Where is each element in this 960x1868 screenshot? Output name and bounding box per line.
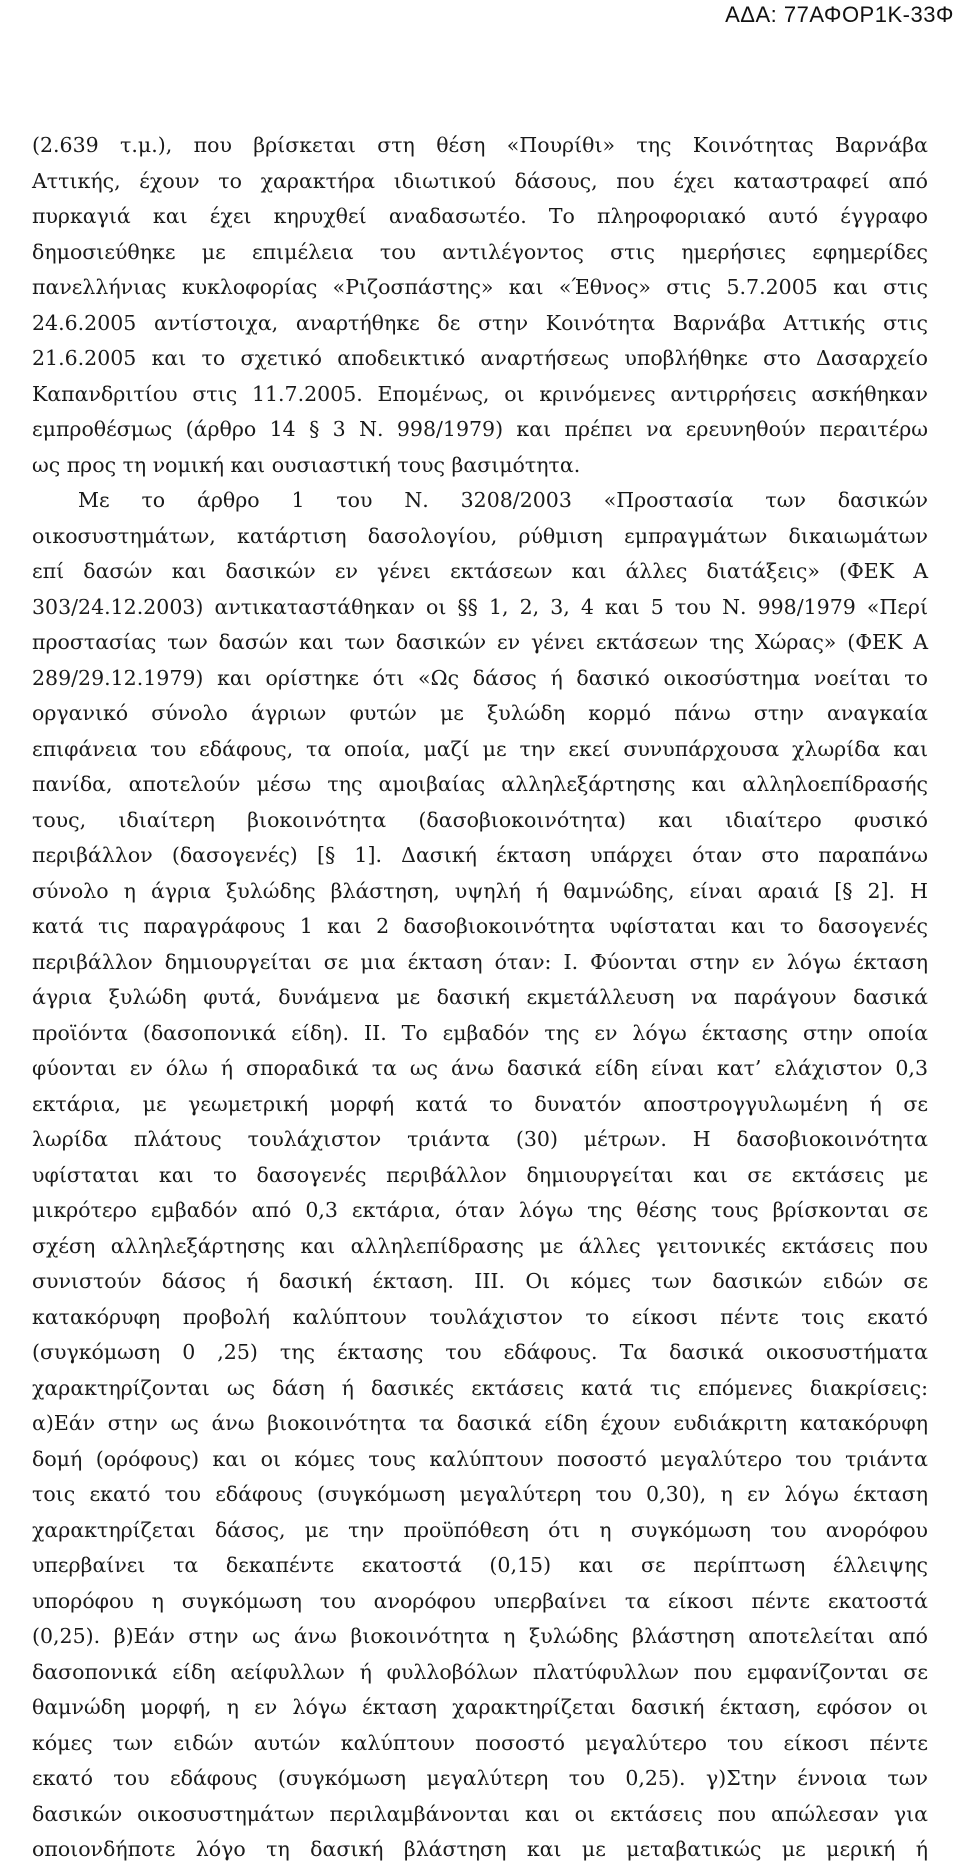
text-line: 24.6.2005 αντίστοιχα, αναρτήθηκε δε στην Κοινότητα Βαρνάβα Αττικής στις	[32, 310, 928, 335]
paragraph-2	[32, 483, 928, 1868]
text-line: σύνολο η άγρια ξυλώδης βλάστηση, υψηλή ή θαμνώδης, είναι αραιά [§ 2]. Η	[32, 878, 928, 903]
text-line: άγρια ξυλώδη φυτά, δυνάμενα με δασική εκμετάλλευση να παράγουν δασικά	[32, 985, 928, 1009]
text-line: πανελλήνιας κυκλοφορίας «Ριζοσπάστης» και «Έθνος» στις 5.7.2005 και στις	[32, 275, 928, 299]
text-line: (2.639 τ.μ.), που βρίσκεται στη θέση «Πουρίθι» της Κοινότητας Βαρνάβα	[32, 133, 928, 157]
text-line: προϊόντα (δασοπονικά είδη). ΙΙ. Το εμβαδόν της εν λόγω έκτασης στην οποία	[32, 1020, 928, 1045]
text-line: κόμες των ειδών αυτών καλύπτουν ποσοστό μεγαλύτερο του είκοσι πέντε	[32, 1730, 928, 1755]
text-line: περιβάλλον (δασογενές) [§ 1]. Δασική έκταση υπάρχει όταν στο παραπάνω	[32, 843, 928, 867]
text-line: προστασίας των δασών και των δασικών εν γένει εκτάσεων της Χώρας» (ΦΕΚ Α	[32, 630, 928, 654]
text-line: δασικών οικοσυστημάτων περιλαμβάνονται και οι εκτάσεις που απώλεσαν για	[32, 1801, 928, 1826]
text-line: δημοσιεύθηκε με επιμέλεια του αντιλέγοντος στις ημερήσιες εφημερίδες	[32, 239, 928, 264]
text-line: Αττικής, έχουν το χαρακτήρα ιδιωτικού δάσους, που έχει καταστραφεί από	[32, 168, 928, 193]
text-line: εκτάρια, με γεωμετρική μορφή κατά το δυνατόν αποστρογγυλωμένη ή σε	[32, 1091, 928, 1116]
text-line: εμπροθέσμως (άρθρο 14 § 3 Ν. 998/1979) και πρέπει να ερευνηθούν περαιτέρω	[32, 417, 928, 441]
text-line: ως προς τη νομική και ουσιαστική τους βασιμότητα.	[32, 452, 581, 477]
document-code: ΑΔΑ: 77ΑΦΟΡ1Κ-33Φ	[725, 2, 954, 27]
text-line: 289/29.12.1979) και ορίστηκε ότι «Ως δάσος ή δασικό οικοσύστημα νοείται το	[32, 665, 928, 690]
paragraph-1	[32, 128, 928, 483]
text-line: δασοπονικά είδη αείφυλλων ή φυλλοβόλων πλατύφυλλων που εμφανίζονται σε	[32, 1659, 928, 1684]
text-line: οργανικό σύνολο άγριων φυτών με ξυλώδη κορμό πάνω στην αναγκαία	[32, 701, 928, 725]
text-line: λωρίδα πλάτους τουλάχιστον τριάντα (30) μέτρων. Η δασοβιοκοινότητα	[32, 1127, 928, 1151]
text-line: Με το άρθρο 1 του Ν. 3208/2003 «Προστασία των δασικών	[78, 488, 928, 512]
text-line: θαμνώδη μορφή, η εν λόγω έκταση χαρακτηρίζεται δασική έκταση, εφόσον οι	[32, 1695, 928, 1719]
text-line: κατακόρυφη προβολή καλύπτουν τουλάχιστον το είκοσι πέντε τοις εκατό	[32, 1304, 928, 1329]
text-line: περιβάλλον δημιουργείται σε μια έκταση όταν: Ι. Φύονται στην εν λόγω έκταση	[32, 949, 928, 974]
text-line: 303/24.12.2003) αντικαταστάθηκαν οι §§ 1, 2, 3, 4 και 5 του Ν. 998/1979 «Περί	[32, 594, 928, 619]
text-line: μικρότερο εμβαδόν από 0,3 εκτάρια, όταν λόγω της θέσης τους βρίσκονται σε	[32, 1198, 928, 1222]
text-line: φύονται εν όλω ή σποραδικά τα ως άνω δασικά είδη είναι κατ’ ελάχιστον 0,3	[32, 1056, 928, 1080]
text-line: σχέση αλληλεξάρτησης και αλληλεπίδρασης με άλλες γειτονικές εκτάσεις που	[32, 1233, 928, 1258]
text-line: κατά τις παραγράφους 1 και 2 δασοβιοκοινότητα υφίσταται και το δασογενές	[32, 914, 928, 938]
text-line: χαρακτηρίζεται δάσος, με την προϋπόθεση ότι η συγκόμωση του ανορόφου	[32, 1517, 928, 1542]
text-line: οικοσυστημάτων, κατάρτιση δασολογίου, ρύθμιση εμπραγμάτων δικαιωμάτων	[32, 523, 928, 548]
text-line: υπορόφου η συγκόμωση του ανορόφου υπερβαίνει τα είκοσι πέντε εκατοστά	[32, 1588, 928, 1613]
text-line: πυρκαγιά και έχει κηρυχθεί αναδασωτέο. Το πληροφοριακό αυτό έγγραφο	[32, 204, 928, 228]
text-line: επί δασών και δασικών εν γένει εκτάσεων και άλλες διατάξεις» (ΦΕΚ Α	[32, 559, 928, 583]
text-line: χαρακτηρίζονται ως δάση ή δασικές εκτάσεις κατά τις επόμενες διακρίσεις:	[32, 1375, 928, 1400]
text-line: εκατό του εδάφους (συγκόμωση μεγαλύτερη του 0,25). γ)Στην έννοια των	[32, 1766, 928, 1790]
text-line: δομή (ορόφους) και οι κόμες τους καλύπτουν ποσοστό μεγαλύτερο του τριάντα	[32, 1446, 928, 1471]
text-line: (συγκόμωση 0 ,25) της έκτασης του εδάφους. Τα δασικά οικοσυστήματα	[32, 1340, 928, 1364]
text-line: πανίδα, αποτελούν μέσω της αμοιβαίας αλληλεξάρτησης και αλληλοεπίδρασής	[32, 772, 928, 796]
text-line: 21.6.2005 και το σχετικό αποδεικτικό αναρτήσεως υποβλήθηκε στο Δασαρχείο	[32, 346, 928, 370]
text-line: α)Εάν στην ως άνω βιοκοινότητα τα δασικά είδη έχουν ευδιάκριτη κατακόρυφη	[32, 1411, 928, 1435]
text-line: Καπανδριτίου στις 11.7.2005. Επομένως, οι κρινόμενες αντιρρήσεις ασκήθηκαν	[32, 381, 928, 406]
text-line: επιφάνεια του εδάφους, τα οποία, μαζί με την εκεί συνυπάρχουσα χλωρίδα και	[32, 736, 928, 761]
document-body	[32, 128, 928, 1868]
text-line: (0,25). β)Εάν στην ως άνω βιοκοινότητα η ξυλώδης βλάστηση αποτελείται από	[32, 1624, 928, 1648]
text-line: τους, ιδιαίτερη βιοκοινότητα (δασοβιοκοινότητα) και ιδιαίτερο φυσικό	[32, 807, 928, 832]
text-line: τοις εκατό του εδάφους (συγκόμωση μεγαλύτερη του 0,30), η εν λόγω έκταση	[32, 1482, 928, 1506]
text-line: υπερβαίνει τα δεκαπέντε εκατοστά (0,15) και σε περίπτωση έλλειψης	[32, 1553, 928, 1577]
text-line: οποιονδήποτε λόγο τη δασική βλάστηση και με μεταβατικώς με μερική ή	[32, 1837, 928, 1861]
text-line: συνιστούν δάσος ή δασική έκταση. ΙΙΙ. Οι κόμες των δασικών ειδών σε	[32, 1269, 928, 1293]
text-line: υφίσταται και το δασογενές περιβάλλον δημιουργείται και σε εκτάσεις με	[32, 1162, 928, 1187]
